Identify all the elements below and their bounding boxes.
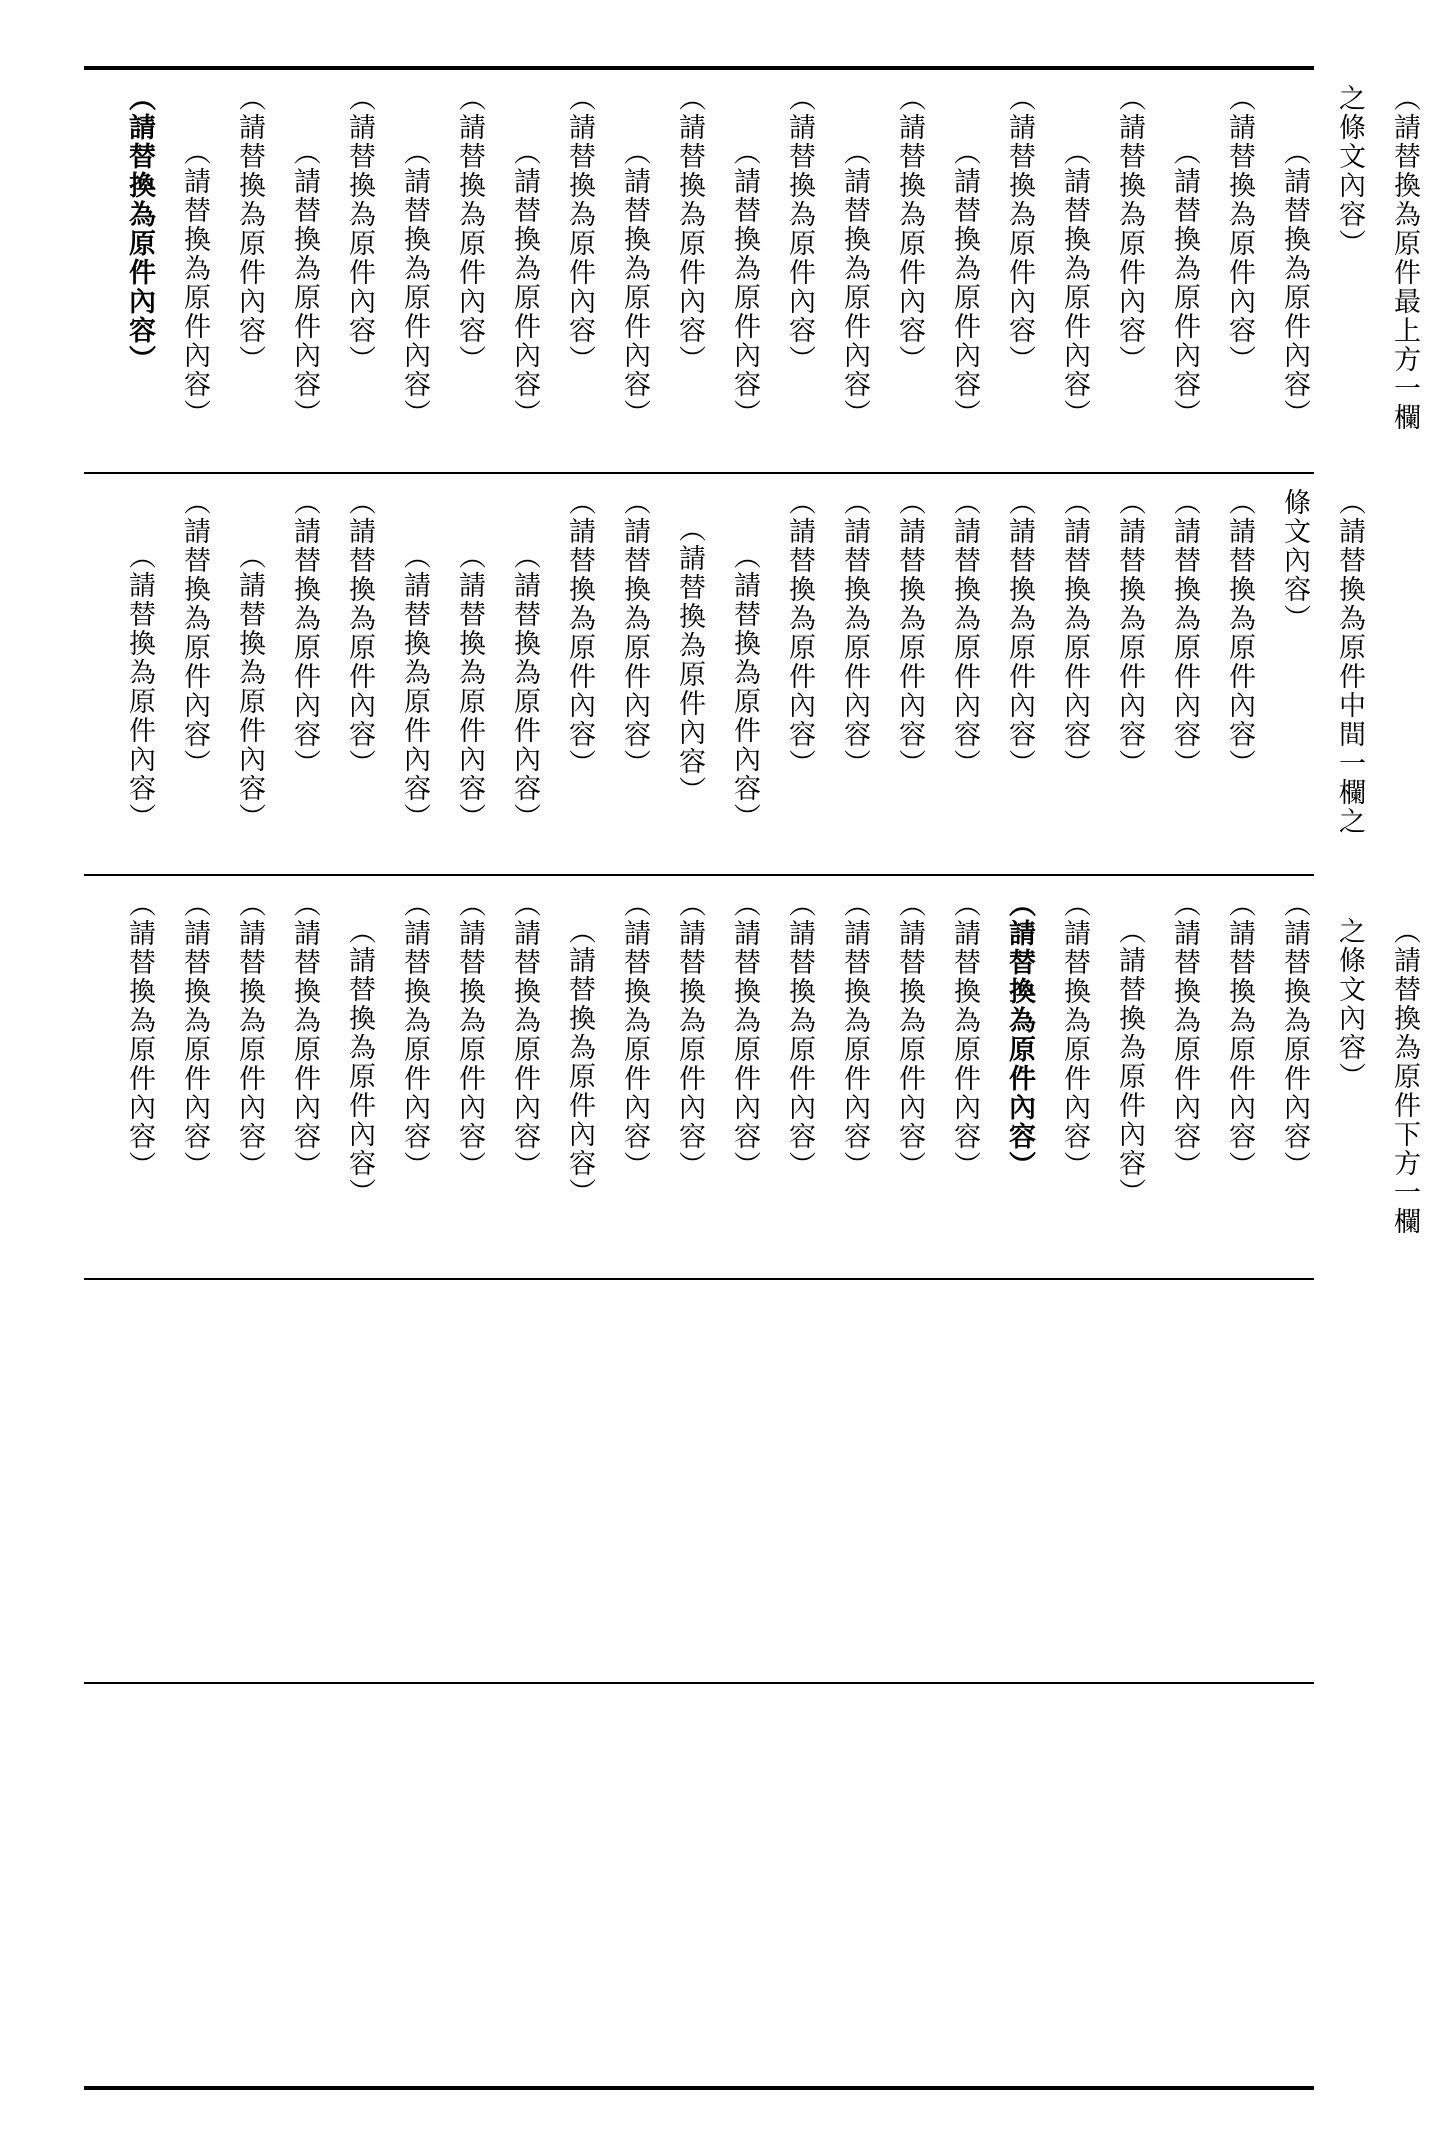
text-column: （請替換為原件內容） [399, 138, 430, 428]
section-middle [84, 474, 1365, 872]
text-column: （請替換為原件內容） [564, 917, 595, 1207]
text-column: （請替換為原件內容） [179, 890, 210, 1180]
text-column: （請替換為原件內容） [344, 917, 375, 1207]
text-column: （請替換為原件內容） [399, 542, 430, 832]
text-column: （請替換為原件內容） [784, 84, 815, 374]
text-column: （請替換為原件內容） [674, 890, 705, 1180]
text-column: （請替換為原件內容） [619, 138, 650, 428]
text-column: （請替換為原件中間一欄之條文內容） [1279, 488, 1365, 836]
text-column: （請替換為原件最上方一欄之條文內容） [1334, 84, 1420, 432]
section-top [84, 70, 1420, 470]
text-column: （請替換為原件內容） [949, 138, 980, 428]
text-column: （請替換為原件內容） [1169, 138, 1200, 428]
text-column: （請替換為原件內容） [289, 138, 320, 428]
text-column: （請替換為原件內容） [124, 890, 155, 1180]
text-column: （請替換為原件內容） [564, 488, 595, 778]
text-column: （請替換為原件內容） [179, 138, 210, 428]
text-column: （請替換為原件內容） [234, 84, 265, 374]
text-column: （請替換為原件內容） [674, 84, 705, 374]
text-column: （請替換為原件內容） [619, 488, 650, 778]
text-column: （請替換為原件內容） [289, 890, 320, 1180]
text-column: （請替換為原件內容） [949, 890, 980, 1180]
text-column: （請替換為原件內容） [1224, 890, 1255, 1180]
text-column: （請替換為原件內容） [289, 488, 320, 778]
text-column: （請替換為原件內容） [1059, 138, 1090, 428]
text-column: （請替換為原件內容） [839, 890, 870, 1180]
text-column: （請替換為原件內容） [509, 542, 540, 832]
text-column: （請替換為原件內容） [894, 488, 925, 778]
text-column: （請替換為原件內容） [234, 890, 265, 1180]
text-column: （請替換為原件內容） [729, 138, 760, 428]
text-column: （請替換為原件內容） [179, 488, 210, 778]
text-column: （請替換為原件內容） [1279, 138, 1310, 428]
text-column: （請替換為原件內容） [1169, 890, 1200, 1180]
text-column: （請替換為原件內容） [234, 542, 265, 832]
section-top-text [112, 84, 1432, 456]
text-column: （請替換為原件內容） [1004, 890, 1035, 1180]
text-column: （請替換為原件內容） [1114, 84, 1145, 374]
text-column: （請替換為原件內容） [344, 488, 375, 778]
text-column: （請替換為原件內容） [1059, 488, 1090, 778]
text-column: （請替換為原件內容） [949, 488, 980, 778]
section-empty-2 [84, 1684, 1314, 2084]
text-column: （請替換為原件內容） [784, 890, 815, 1180]
text-column: （請替換為原件內容） [1059, 890, 1090, 1180]
text-column: （請替換為原件內容） [344, 84, 375, 374]
section-lower-text [112, 890, 1432, 1262]
text-column: （請替換為原件下方一欄之條文內容） [1334, 917, 1420, 1236]
text-column: （請替換為原件內容） [1169, 488, 1200, 778]
text-column: （請替換為原件內容） [564, 84, 595, 374]
text-column: （請替換為原件內容） [124, 84, 155, 374]
text-column: （請替換為原件內容） [1004, 488, 1035, 778]
text-column: （請替換為原件內容） [1114, 488, 1145, 778]
text-column: （請替換為原件內容） [839, 488, 870, 778]
text-column: （請替換為原件內容） [729, 542, 760, 832]
text-column: （請替換為原件內容） [509, 138, 540, 428]
text-column: （請替換為原件內容） [1224, 84, 1255, 374]
section-empty-1 [84, 1280, 1314, 1680]
text-column: （請替換為原件內容） [509, 890, 540, 1180]
text-column: （請替換為原件內容） [1004, 84, 1035, 374]
text-column: （請替換為原件內容） [454, 890, 485, 1180]
section-lower [84, 876, 1420, 1276]
text-column: （請替換為原件內容） [124, 542, 155, 832]
text-column: （請替換為原件內容） [894, 84, 925, 374]
text-column: （請替換為原件內容） [1224, 488, 1255, 778]
text-column: （請替換為原件內容） [784, 488, 815, 778]
text-column: （請替換為原件內容） [729, 890, 760, 1180]
bottom-rule [84, 2086, 1314, 2090]
text-column: （請替換為原件內容） [399, 890, 430, 1180]
text-column: （請替換為原件內容） [619, 890, 650, 1180]
text-column: （請替換為原件內容） [894, 890, 925, 1180]
text-column: （請替換為原件內容） [839, 138, 870, 428]
section-middle-text [112, 488, 1377, 858]
text-column: （請替換為原件內容） [1279, 890, 1310, 1180]
text-column: （請替換為原件內容） [674, 515, 705, 805]
text-column: （請替換為原件內容） [454, 84, 485, 374]
text-column: （請替換為原件內容） [454, 542, 485, 832]
text-column: （請替換為原件內容） [1114, 917, 1145, 1207]
